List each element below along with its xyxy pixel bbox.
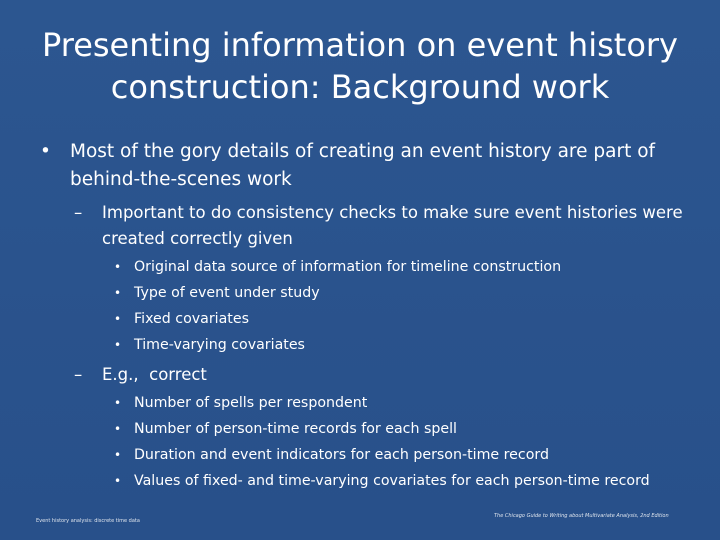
slide-title: Presenting information on event history construction: Background work	[42, 26, 678, 106]
list-item-text: Number of spells per respondent	[134, 395, 368, 411]
bullet-marker: •	[114, 474, 122, 488]
list-item-text: Time-varying covariates	[134, 337, 305, 353]
list-item	[114, 445, 549, 465]
footer-right: The Chicago Guide to Writing about Multivariate Analysis, 2nd Edition	[494, 513, 669, 519]
bullet-marker: •	[114, 448, 122, 462]
bullet-marker: •	[114, 286, 122, 300]
list-item	[114, 471, 650, 491]
dash-marker: –	[74, 203, 83, 222]
bullet-marker: •	[40, 141, 51, 162]
bullet-marker: •	[114, 260, 122, 274]
list-item-text: Original data source of information for timeline construction	[134, 259, 562, 275]
bullet-marker: •	[114, 312, 122, 326]
list-item	[114, 309, 249, 329]
sub-bullet-text: E.g., correct	[102, 365, 207, 384]
footer-left: Event history analysis: discrete time data	[36, 518, 140, 524]
list-item-text: Type of event under study	[134, 285, 320, 301]
list-item	[114, 419, 457, 439]
list-item-text: Values of fixed- and time-varying covariates for each person-time record	[134, 473, 650, 489]
bullet-level1	[40, 138, 690, 194]
dash-marker: –	[74, 365, 83, 384]
sub-bullet-consistency	[74, 200, 692, 252]
sub-bullet-text: Important to do consistency checks to make sure event histories were created correctly given	[102, 203, 683, 248]
list-item-text: Duration and event indicators for each person-time record	[134, 447, 549, 463]
list-item-text: Number of person-time records for each spell	[134, 421, 457, 437]
bullet-marker: •	[114, 396, 122, 410]
list-item	[114, 393, 368, 413]
list-item	[114, 283, 320, 303]
list-item-text: Fixed covariates	[134, 311, 249, 327]
bullet-marker: •	[114, 422, 122, 436]
bullet-text: Most of the gory details of creating an event history are part of behind-the-scenes work	[70, 141, 656, 190]
list-item	[114, 335, 305, 355]
list-item	[114, 257, 562, 277]
sub-bullet-example	[74, 362, 692, 388]
bullet-marker: •	[114, 338, 122, 352]
